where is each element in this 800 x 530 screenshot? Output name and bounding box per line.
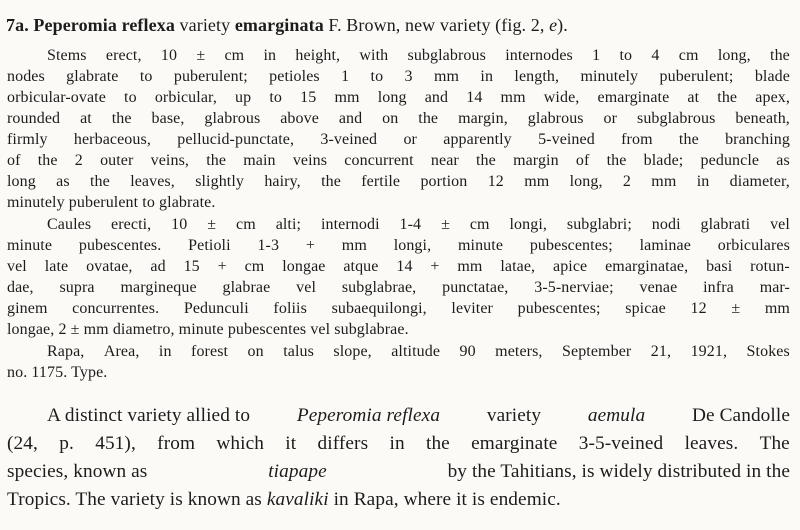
heading-fig-letter: e xyxy=(549,15,558,35)
species-heading xyxy=(6,13,568,37)
english-description-line: minutely puberulent to glabrate. xyxy=(7,194,216,211)
english-description-line: of the 2 outer veins, the main veins concurrent near the margin of the blade; peduncle as xyxy=(7,152,790,169)
discussion-text: De Candolle xyxy=(691,405,790,426)
english-description-line: long as the leaves, slightly hairy, the fertile portion 12 mm long, 2 mm in diameter, xyxy=(7,173,790,190)
english-description-line: rounded at the base, glabrous above and on the margin, glabrous or subglabrous beneath, xyxy=(7,110,790,127)
heading-rank: variety xyxy=(179,15,231,35)
heading-author: F. Brown, new variety (fig. 2, xyxy=(328,15,545,35)
heading-species: reflexa xyxy=(121,15,175,35)
latin-description-line: minute pubescentes. Petioli 1-3 + mm longi, minute pubescentes; laminae orbiculares xyxy=(7,237,790,254)
latin-description-line: Caules erecti, 10 ± cm alti; internodi 1-4 ± cm longi, subglabri; nodi glabrati vel xyxy=(47,216,790,233)
latin-description-line: ginem concurrentes. Pedunculi foliis subaequilongi, leviter pubescentes; spicae 12 ± mm xyxy=(7,300,790,317)
heading-close: ). xyxy=(557,15,568,35)
heading-genus: Peperomia xyxy=(33,15,117,35)
discussion-text: Tropics. The variety is known as xyxy=(7,489,262,510)
discussion-vernacular-name: kavaliki xyxy=(266,489,329,510)
latin-description-line: dae, supra margineque glabrae vel subglabrae, punctatae, 3-5-nerviae; venae infra mar- xyxy=(7,279,790,296)
discussion-line xyxy=(47,403,790,429)
discussion-vernacular-name: tiapape xyxy=(268,461,327,482)
english-description-line: nodes glabrate to puberulent; petioles 1 to 3 mm in length, minutely puberulent; blade xyxy=(7,68,790,85)
discussion-taxon: Peperomia reflexa xyxy=(296,405,441,426)
specimen-citation-line: Rapa, Area, in forest on talus slope, altitude 90 meters, September 21, 1921, Stokes xyxy=(47,343,790,360)
heading-number: 7a. xyxy=(6,15,29,35)
discussion-taxon: aemula xyxy=(587,405,646,426)
english-description-line: firmly herbaceous, pellucid-punctate, 3-veined or apparently 5-veined from the branching xyxy=(7,131,790,148)
latin-description-line: longae, 2 ± mm diametro, minute pubescentes vel subglabrae. xyxy=(7,321,409,338)
discussion-line xyxy=(7,487,561,513)
discussion-text: in Rapa, where it is endemic. xyxy=(333,489,561,510)
heading-variety: emarginata xyxy=(234,15,324,35)
discussion-text: variety xyxy=(486,405,542,426)
discussion-line: (24, p. 451), from which it differs in the emarginate 3-5-veined leaves. The xyxy=(7,433,790,454)
english-description-line: orbicular-ovate to orbicular, up to 15 mm long and 14 mm wide, emarginate at the apex, xyxy=(7,89,790,106)
english-description-line: Stems erect, 10 ± cm in height, with subglabrous internodes 1 to 4 cm long, the xyxy=(47,47,790,64)
latin-description-line: vel late ovatae, ad 15 + cm longae atque 14 + mm latae, apice emarginatae, basi rotun- xyxy=(7,258,790,275)
discussion-text: A distinct variety allied to xyxy=(47,405,251,426)
specimen-citation-line: no. 1175. Type. xyxy=(7,364,108,381)
discussion-line xyxy=(7,459,790,485)
discussion-text: by the Tahitians, is widely distributed in the xyxy=(447,461,790,482)
discussion-text: species, known as xyxy=(7,461,148,482)
